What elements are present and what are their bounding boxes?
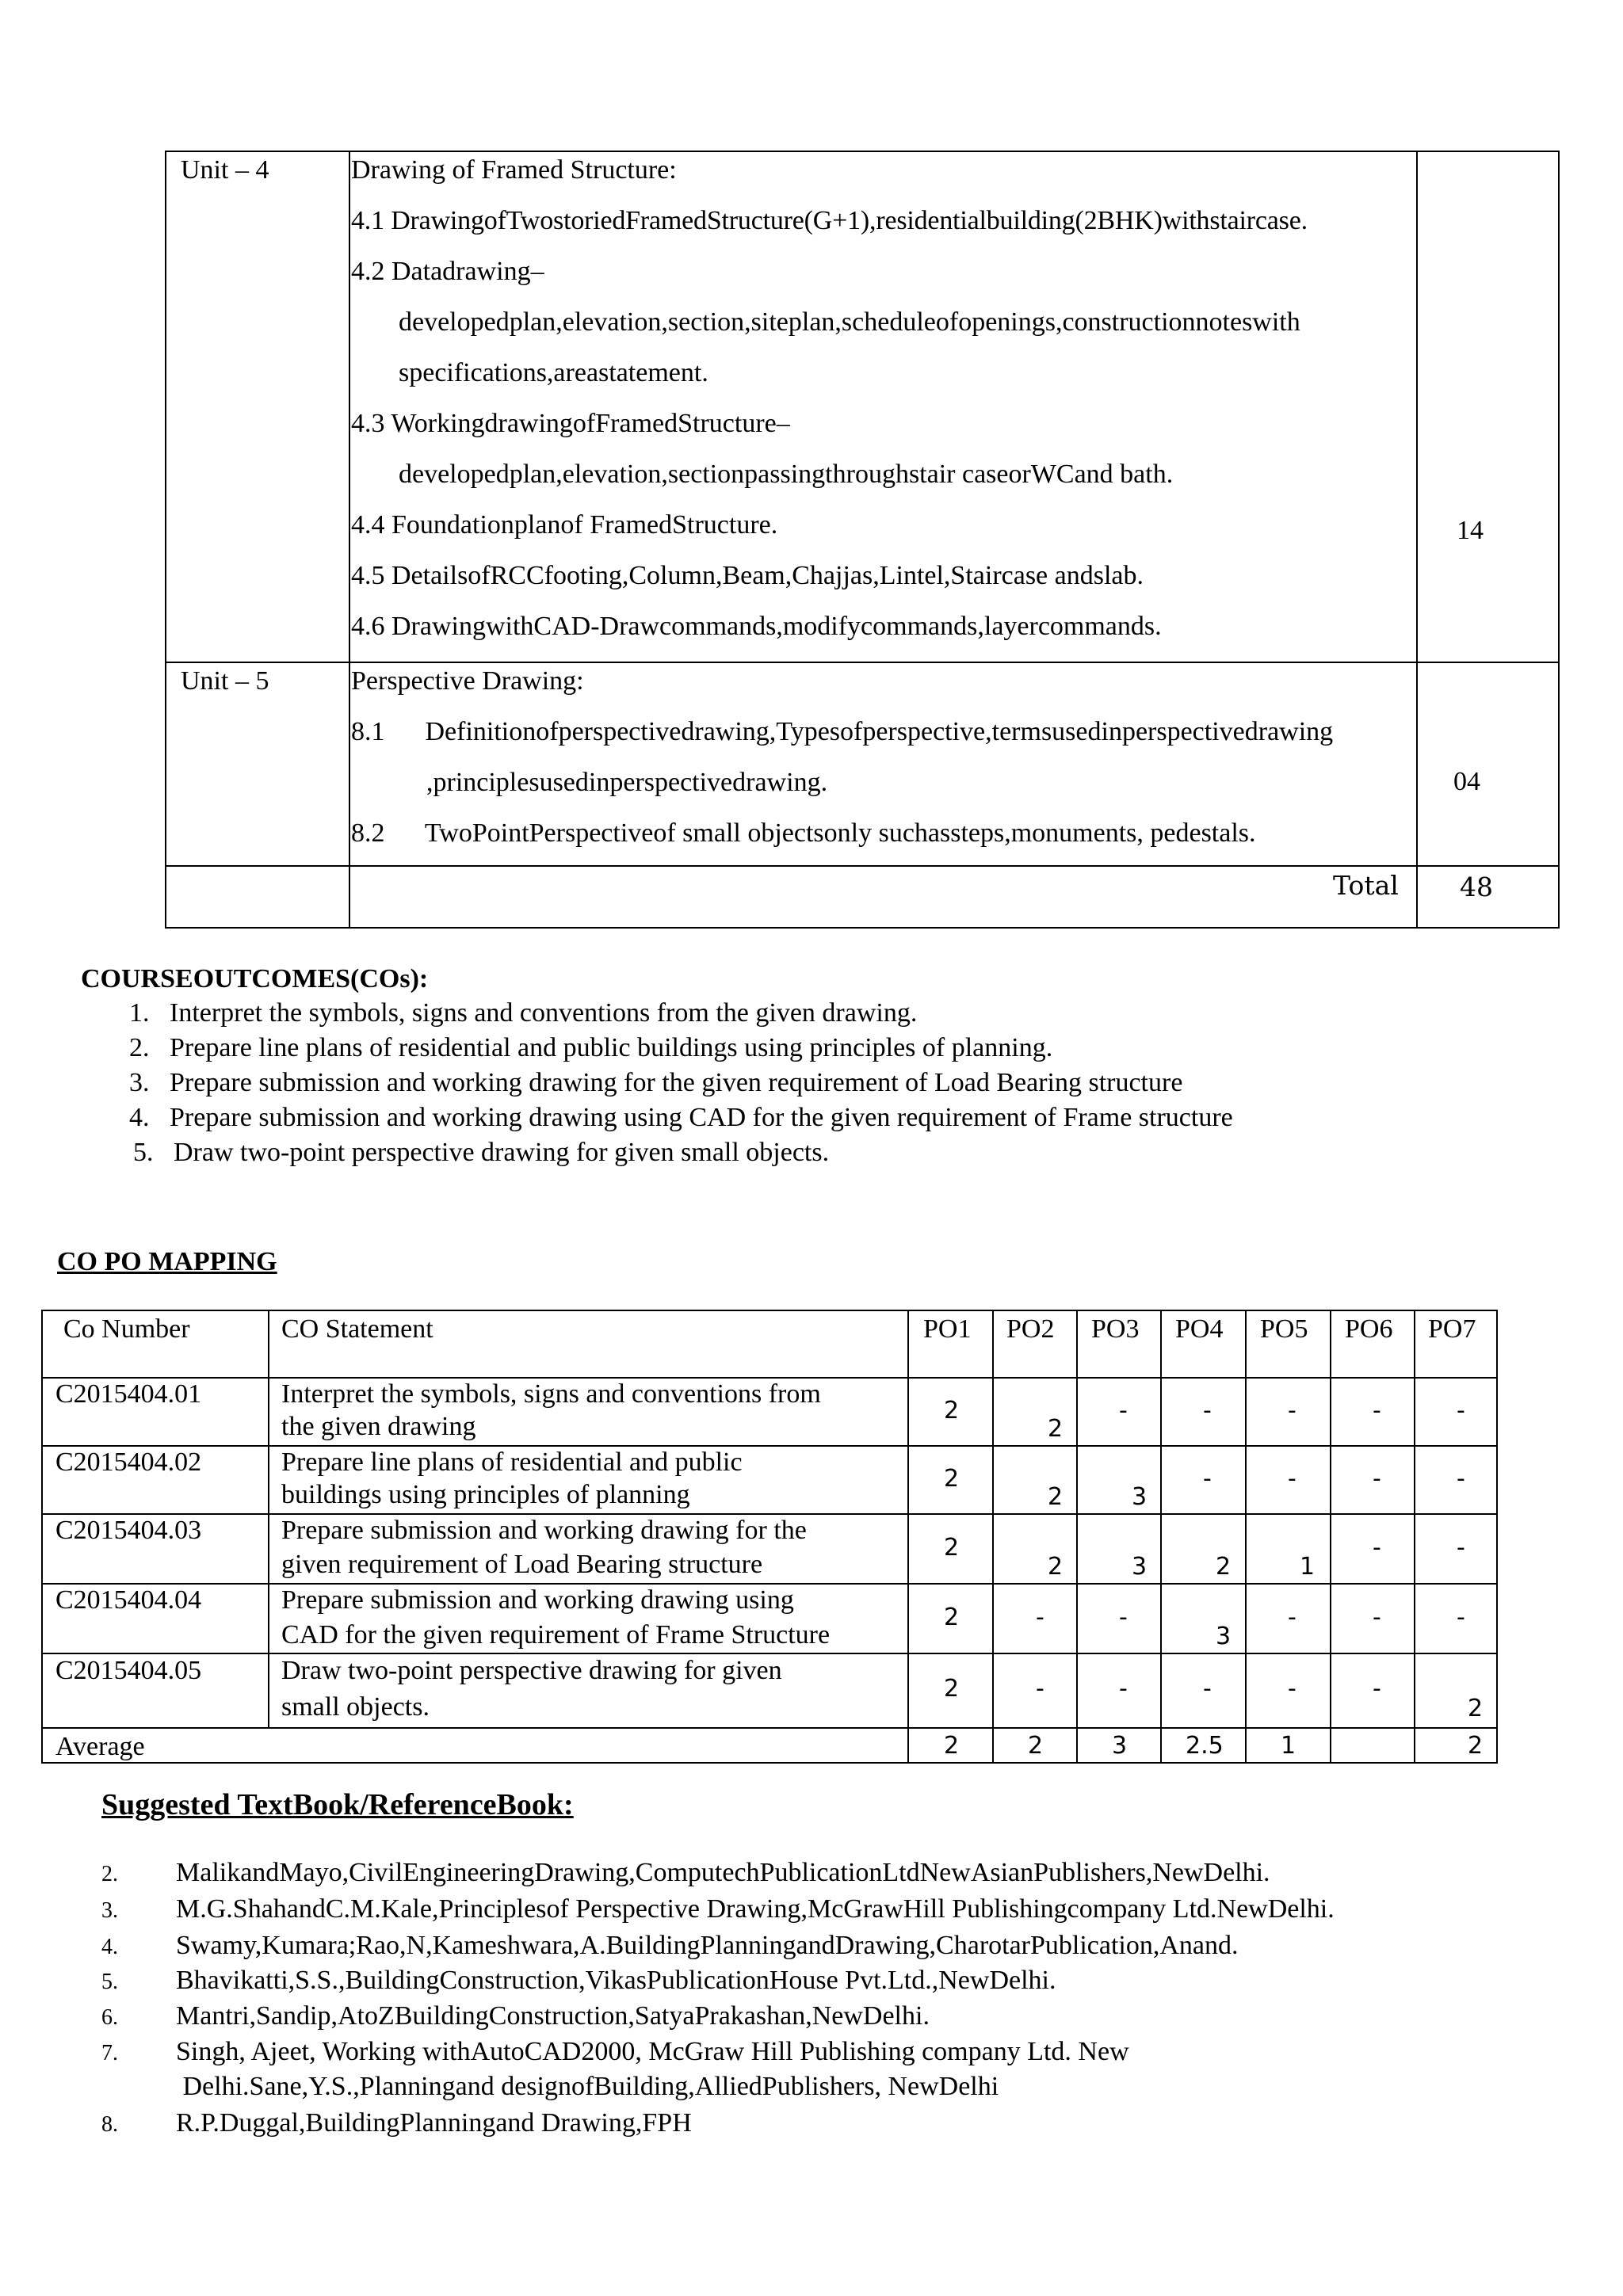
po-value: -	[1373, 1534, 1381, 1562]
po-value: 1	[1300, 1553, 1316, 1581]
po-value: -	[1457, 1604, 1465, 1631]
co-number: C2015404.04	[55, 1585, 202, 1615]
mapping-heading: CO PO MAPPING	[57, 1247, 277, 1276]
header-po2: PO2	[1006, 1314, 1055, 1344]
po-value: -	[1288, 1604, 1296, 1631]
unit-4-label: Unit – 4	[181, 155, 269, 185]
book-number: 3.	[101, 1898, 118, 1923]
unit-4-item: specifications,areastatement.	[399, 358, 708, 387]
unit-4-item: 4.6 DrawingwithCAD-Drawcommands,modifycommands,layercommands.	[351, 612, 1162, 641]
book-entry: Delhi.Sane,Y.S.,Planningand designofBuilding,AlliedPublishers, NewDelhi	[176, 2072, 999, 2101]
unit-5-label: Unit – 5	[181, 666, 269, 696]
header-po1: PO1	[923, 1314, 972, 1344]
header-po7: PO7	[1428, 1314, 1476, 1344]
average-value: 3	[1112, 1732, 1128, 1760]
po-value: -	[1203, 1397, 1212, 1425]
book-entry: Mantri,Sandip,AtoZBuildingConstruction,SatyaPrakashan,NewDelhi.	[176, 2001, 930, 2031]
book-entry: Swamy,Kumara;Rao,N,Kameshwara,A.BuildingPlanningandDrawing,CharotarPublication,Anand.	[176, 1931, 1239, 1960]
total-value: 48	[1460, 871, 1493, 902]
co-statement: Draw two-point perspective drawing for given	[281, 1656, 782, 1685]
unit-5-title: Perspective Drawing:	[351, 666, 584, 696]
book-entry: M.G.ShahandC.M.Kale,Principlesof Perspective Drawing,McGrawHill Publishingcompany Ltd.NewDelhi.	[176, 1894, 1335, 1924]
book-number: 4.	[101, 1935, 118, 1959]
average-value: 2	[1468, 1732, 1484, 1760]
po-value: 2	[1216, 1553, 1232, 1581]
co-number: C2015404.05	[55, 1656, 202, 1685]
average-value: 2.5	[1186, 1732, 1224, 1760]
po-value: -	[1288, 1465, 1296, 1493]
book-entry: MalikandMayo,CivilEngineeringDrawing,ComputechPublicationLtdNewAsianPublishers,NewDelhi.	[176, 1858, 1270, 1887]
po-value: -	[1119, 1675, 1128, 1703]
po-value: -	[1373, 1465, 1381, 1493]
book-entry: Bhavikatti,S.S.,BuildingConstruction,VikasPublicationHouse Pvt.Ltd.,NewDelhi.	[176, 1966, 1056, 1995]
book-entry: R.P.Duggal,BuildingPlanningand Drawing,FPH	[176, 2108, 692, 2138]
co-number: C2015404.01	[55, 1379, 202, 1409]
unit-4-item: 4.3 WorkingdrawingofFramedStructure–	[351, 409, 790, 438]
po-value: 2	[1048, 1483, 1064, 1511]
course-outcome-item: 2. Prepare line plans of residential and public buildings using principles of planning.	[129, 1033, 1053, 1062]
po-value: -	[1373, 1675, 1381, 1703]
co-statement: small objects.	[281, 1692, 430, 1722]
unit-4-item: 4.5 DetailsofRCCfooting,Column,Beam,Chajjas,Lintel,Staircase andslab.	[351, 561, 1144, 590]
unit-4-item: developedplan,elevation,sectionpassingthroughstair caseorWCand bath.	[399, 460, 1174, 489]
book-number: 2.	[101, 1862, 118, 1886]
unit-5-item: 8.2 TwoPointPerspectiveof small objectsonly suchassteps,monuments, pedestals.	[351, 818, 1256, 848]
po-value: 2	[944, 1675, 960, 1703]
po-value: 2	[1048, 1415, 1064, 1443]
average-value: 2	[944, 1732, 960, 1760]
unit-4-title: Drawing of Framed Structure:	[351, 155, 677, 185]
po-value: -	[1036, 1604, 1044, 1631]
course-outcome-item: 1. Interpret the symbols, signs and conventions from the given drawing.	[129, 998, 918, 1028]
course-outcome-item: 5. Draw two-point perspective drawing for given small objects.	[133, 1138, 830, 1167]
header-co-statement: CO Statement	[281, 1314, 433, 1344]
po-value: -	[1203, 1465, 1212, 1493]
book-entry: Singh, Ajeet, Working withAutoCAD2000, McGraw Hill Publishing company Ltd. New	[176, 2037, 1129, 2066]
book-number: 7.	[101, 2041, 118, 2065]
po-value: -	[1457, 1465, 1465, 1493]
header-po4: PO4	[1175, 1314, 1224, 1344]
po-value: 2	[1048, 1553, 1064, 1581]
unit-4-item: 4.1 DrawingofTwostoriedFramedStructure(G+1),residentialbuilding(2BHK)withstaircase.	[351, 206, 1308, 235]
po-value: -	[1288, 1397, 1296, 1425]
unit-5-hours: 04	[1453, 767, 1480, 796]
unit-5-item: ,principlesusedinperspectivedrawing.	[426, 768, 828, 797]
books-heading: Suggested TextBook/ReferenceBook:	[101, 1788, 574, 1821]
po-value: -	[1373, 1604, 1381, 1631]
co-number: C2015404.03	[55, 1516, 202, 1545]
book-number: 8.	[101, 2112, 118, 2137]
po-value: 2	[944, 1604, 960, 1631]
header-po5: PO5	[1260, 1314, 1308, 1344]
unit-4-hours: 14	[1457, 516, 1484, 545]
course-outcome-item: 4. Prepare submission and working drawing using CAD for the given requirement of Frame structure	[129, 1103, 1233, 1132]
average-value: 2	[1028, 1732, 1044, 1760]
po-value: 2	[1468, 1695, 1484, 1722]
po-value: 2	[944, 1397, 960, 1425]
co-statement: Interpret the symbols, signs and conventions from	[281, 1379, 821, 1409]
po-value: -	[1036, 1675, 1044, 1703]
average-value: 1	[1281, 1732, 1296, 1760]
po-value: -	[1457, 1397, 1465, 1425]
header-co-number: Co Number	[63, 1314, 190, 1344]
unit-4-item: developedplan,elevation,section,siteplan,scheduleofopenings,constructionnoteswith	[399, 307, 1300, 337]
po-value: 2	[944, 1465, 960, 1493]
co-number: C2015404.02	[55, 1447, 202, 1477]
unit-4-item: 4.4 Foundationplanof FramedStructure.	[351, 510, 778, 540]
header-po3: PO3	[1091, 1314, 1140, 1344]
total-label: Total	[1333, 870, 1399, 901]
po-value: -	[1288, 1675, 1296, 1703]
co-statement: CAD for the given requirement of Frame Structure	[281, 1620, 831, 1650]
co-statement: given requirement of Load Bearing structure	[281, 1550, 763, 1579]
po-value: -	[1457, 1534, 1465, 1562]
unit-4-item: 4.2 Datadrawing–	[351, 257, 544, 286]
book-number: 6.	[101, 2005, 118, 2030]
header-po6: PO6	[1345, 1314, 1393, 1344]
co-statement: Prepare submission and working drawing using	[281, 1585, 794, 1615]
course-outcome-item: 3. Prepare submission and working drawing for the given requirement of Load Bearing structure	[129, 1068, 1183, 1097]
co-statement: the given drawing	[281, 1412, 476, 1441]
average-label: Average	[55, 1732, 145, 1761]
course-outcomes-heading: COURSEOUTCOMES(COs):	[81, 964, 429, 994]
po-value: -	[1119, 1604, 1128, 1631]
po-value: 3	[1132, 1553, 1148, 1581]
book-number: 5.	[101, 1970, 118, 1994]
unit-5-item: 8.1 Definitionofperspectivedrawing,Typesofperspective,termsusedinperspectivedrawing	[351, 717, 1334, 746]
po-value: 2	[944, 1534, 960, 1562]
po-value: -	[1119, 1397, 1128, 1425]
po-value: -	[1373, 1397, 1381, 1425]
co-statement: Prepare line plans of residential and public	[281, 1447, 743, 1477]
co-statement: buildings using principles of planning	[281, 1480, 690, 1509]
co-statement: Prepare submission and working drawing for the	[281, 1516, 807, 1545]
po-value: 3	[1216, 1623, 1232, 1650]
po-value: -	[1203, 1675, 1212, 1703]
po-value: 3	[1132, 1483, 1148, 1511]
